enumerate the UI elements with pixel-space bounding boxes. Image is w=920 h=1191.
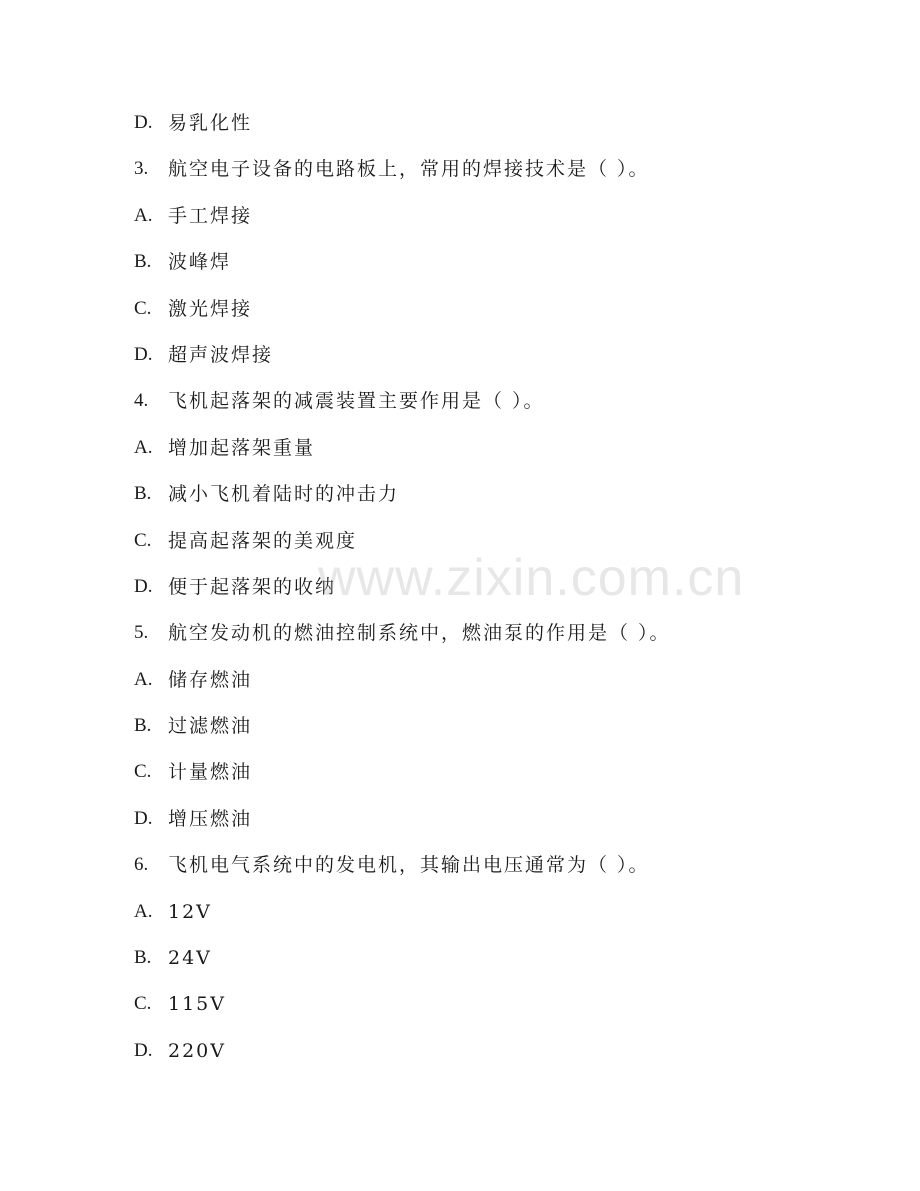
line-prefix: C. — [134, 761, 152, 783]
line-text: 飞机电气系统中的发电机，其输出电压通常为（ ）。 — [168, 854, 650, 877]
line-prefix: A. — [134, 668, 153, 690]
option-line — [134, 201, 834, 247]
question-line — [134, 618, 834, 664]
option-line — [134, 989, 834, 1035]
option-line — [134, 665, 834, 711]
line-text: 12V — [168, 900, 212, 923]
line-prefix: 3. — [134, 158, 149, 180]
line-text: 增压燃油 — [168, 807, 253, 830]
option-line — [134, 711, 834, 757]
line-text: 超声波焊接 — [168, 343, 274, 366]
line-text: 飞机起落架的减震装置主要作用是（ ）。 — [168, 390, 545, 413]
option-line — [134, 804, 834, 850]
line-text: 24V — [168, 947, 212, 970]
option-line — [134, 247, 834, 293]
line-prefix: D. — [134, 575, 153, 597]
option-line — [134, 108, 834, 154]
line-prefix: B. — [134, 483, 152, 505]
line-prefix: D. — [134, 807, 153, 829]
line-prefix: D. — [134, 343, 153, 365]
option-line — [134, 340, 834, 386]
watermark: www.zixin.com.cn — [318, 549, 745, 607]
line-prefix: 6. — [134, 854, 149, 876]
line-prefix: C. — [134, 993, 152, 1015]
line-prefix: A. — [134, 900, 153, 922]
line-prefix: A. — [134, 204, 153, 226]
line-prefix: B. — [134, 947, 152, 969]
option-line — [134, 479, 834, 525]
line-prefix: C. — [134, 297, 152, 319]
line-text: 易乳化性 — [168, 112, 253, 134]
line-text: 过滤燃油 — [168, 715, 253, 738]
line-prefix: B. — [134, 251, 152, 273]
question-line — [134, 850, 834, 896]
line-prefix: 5. — [134, 622, 149, 644]
line-text: 航空电子设备的电路板上，常用的焊接技术是（ ）。 — [168, 158, 650, 181]
line-prefix: D. — [134, 1039, 153, 1061]
line-text: 便于起落架的收纳 — [168, 575, 337, 598]
line-text: 储存燃油 — [168, 668, 253, 691]
option-line — [134, 897, 834, 943]
question-line — [134, 154, 834, 200]
line-prefix: 4. — [134, 390, 149, 412]
line-text: 航空发动机的燃油控制系统中，燃油泵的作用是（ ）。 — [168, 622, 671, 645]
line-text: 计量燃油 — [168, 761, 253, 784]
option-line — [134, 1036, 834, 1082]
line-text: 增加起落架重量 — [168, 436, 316, 459]
option-line — [134, 433, 834, 479]
option-line — [134, 757, 834, 803]
line-text: 波峰焊 — [168, 251, 232, 274]
line-text: 220V — [168, 1039, 226, 1062]
line-prefix: D. — [134, 112, 153, 133]
line-prefix: B. — [134, 715, 152, 737]
line-prefix: C. — [134, 529, 152, 551]
line-text: 115V — [168, 993, 226, 1016]
line-text: 提高起落架的美观度 — [168, 529, 358, 552]
question-line — [134, 386, 834, 432]
line-text: 减小飞机着陆时的冲击力 — [168, 483, 400, 506]
line-text: 手工焊接 — [168, 204, 253, 227]
option-line — [134, 294, 834, 340]
option-line — [134, 943, 834, 989]
line-prefix: A. — [134, 436, 153, 458]
line-text: 激光焊接 — [168, 297, 253, 320]
